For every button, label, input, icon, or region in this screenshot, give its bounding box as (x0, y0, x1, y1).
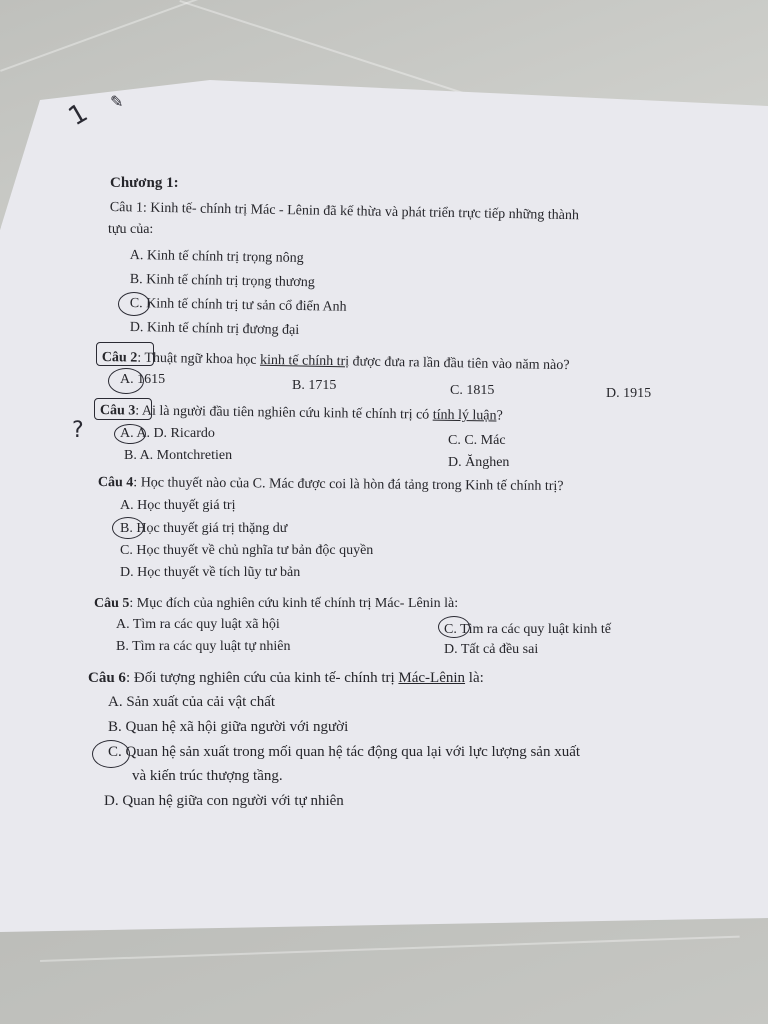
handwritten-corner-note: 1 (63, 97, 93, 133)
question-6-option-b: B. Quan hệ xã hội giữa người với người (108, 719, 349, 735)
question-3-underlined-term: tính lý luận (432, 407, 497, 424)
question-2-text-pre: : Thuật ngữ khoa học (137, 350, 261, 368)
question-4-option-b: B. Học thuyết giá trị thặng dư (120, 521, 288, 536)
question-4-text: : Học thuyết nào của C. Mác được coi là hòn đá tảng trong Kinh tế chính trị? (133, 475, 564, 495)
answer-circle-q6 (92, 740, 130, 768)
scribble-icon: ✎ (110, 92, 124, 111)
answer-circle-q2 (108, 368, 144, 394)
question-6-text-post: là: (465, 670, 484, 686)
question-1-option-c: C. Kinh tế chính trị tư sản cổ điển Anh (129, 296, 347, 315)
answer-circle-q4 (112, 517, 144, 539)
question-4-option-c: C. Học thuyết về chủ nghĩa tư bản độc quyền (120, 543, 374, 558)
question-4-label: Câu 4 (97, 475, 134, 491)
question-2-option-b: B. 1715 (292, 378, 337, 393)
question-5-option-a: A. Tìm ra các quy luật xã hội (116, 617, 280, 632)
question-3-text-pre: : Ai là người đầu tiên nghiên cứu kinh tế chính trị có (135, 403, 433, 423)
question-5-label: Câu 5 (94, 596, 130, 611)
answer-circle-q5 (438, 616, 470, 638)
question-4-option-a: A. Học thuyết giá trị (120, 498, 236, 513)
answer-circle-q1 (118, 292, 150, 316)
handwritten-question-mark: ? (72, 418, 84, 443)
question-2-underlined-term: kinh tế chính trị (259, 352, 350, 370)
question-2-label: Câu 2 (101, 350, 138, 366)
question-2-text-post: được đưa ra lần đầu tiên vào năm nào? (348, 354, 570, 374)
question-5-stem (94, 596, 458, 612)
question-1-label: Câu 1 (109, 200, 144, 216)
question-6-option-c: C. Quan hệ sản xuất trong mối quan hệ tác động qua lại với lực lượng sản xuất (108, 744, 581, 760)
question-1-option-a: A. Kinh tế chính trị trọng nông (129, 248, 304, 267)
question-5-option-c: C. Tìm ra các quy luật kinh tế (444, 622, 611, 637)
question-1-option-b: B. Kinh tế chính trị trọng thương (129, 272, 315, 291)
question-3-text-post: ? (496, 408, 503, 424)
question-6-label: Câu 6 (88, 670, 126, 686)
answer-circle-q3 (114, 424, 146, 444)
question-3-option-b: B. A. Montchretien (124, 448, 233, 463)
question-3-option-a: A. A. D. Ricardo (120, 426, 215, 441)
question-6-text-pre: : Đối tượng nghiên cứu của kinh tế- chính trị (125, 670, 399, 686)
question-6-option-c-cont: và kiến trúc thượng tầng. (132, 768, 283, 784)
question-3-option-d: D. Ănghen (448, 455, 510, 470)
question-1-text: : Kinh tế- chính trị Mác - Lênin đã kế thừa và phát triển trực tiếp những thành (142, 200, 580, 224)
question-2-option-a: A. 1615 (120, 372, 166, 387)
floor-tile-line (40, 936, 740, 962)
question-3-option-c: C. C. Mác (448, 433, 506, 448)
question-6-option-d: D. Quan hệ giữa con người với tự nhiên (104, 793, 344, 809)
question-5-text: : Mục đích của nghiên cứu kinh tế chính trị Mác- Lênin là: (129, 596, 459, 611)
question-4-option-d: D. Học thuyết về tích lũy tư bản (120, 565, 301, 580)
question-2-option-d: D. 1915 (606, 386, 652, 401)
question-5-option-d: D. Tất cả đều sai (444, 642, 539, 657)
question-1-option-d: D. Kinh tế chính trị đương đại (129, 320, 300, 338)
question-1-stem-cont: tựu của: (108, 222, 154, 237)
question-6-stem (88, 670, 484, 687)
chapter-heading: Chương 1: (110, 175, 179, 191)
question-6-underlined-term: Mác-Lênin (398, 670, 466, 686)
question-2-option-c: C. 1815 (450, 383, 495, 398)
question-5-option-b: B. Tìm ra các quy luật tự nhiên (116, 639, 291, 654)
question-6-option-a: A. Sản xuất của cải vật chất (108, 694, 276, 710)
question-3-label: Câu 3 (99, 403, 136, 419)
